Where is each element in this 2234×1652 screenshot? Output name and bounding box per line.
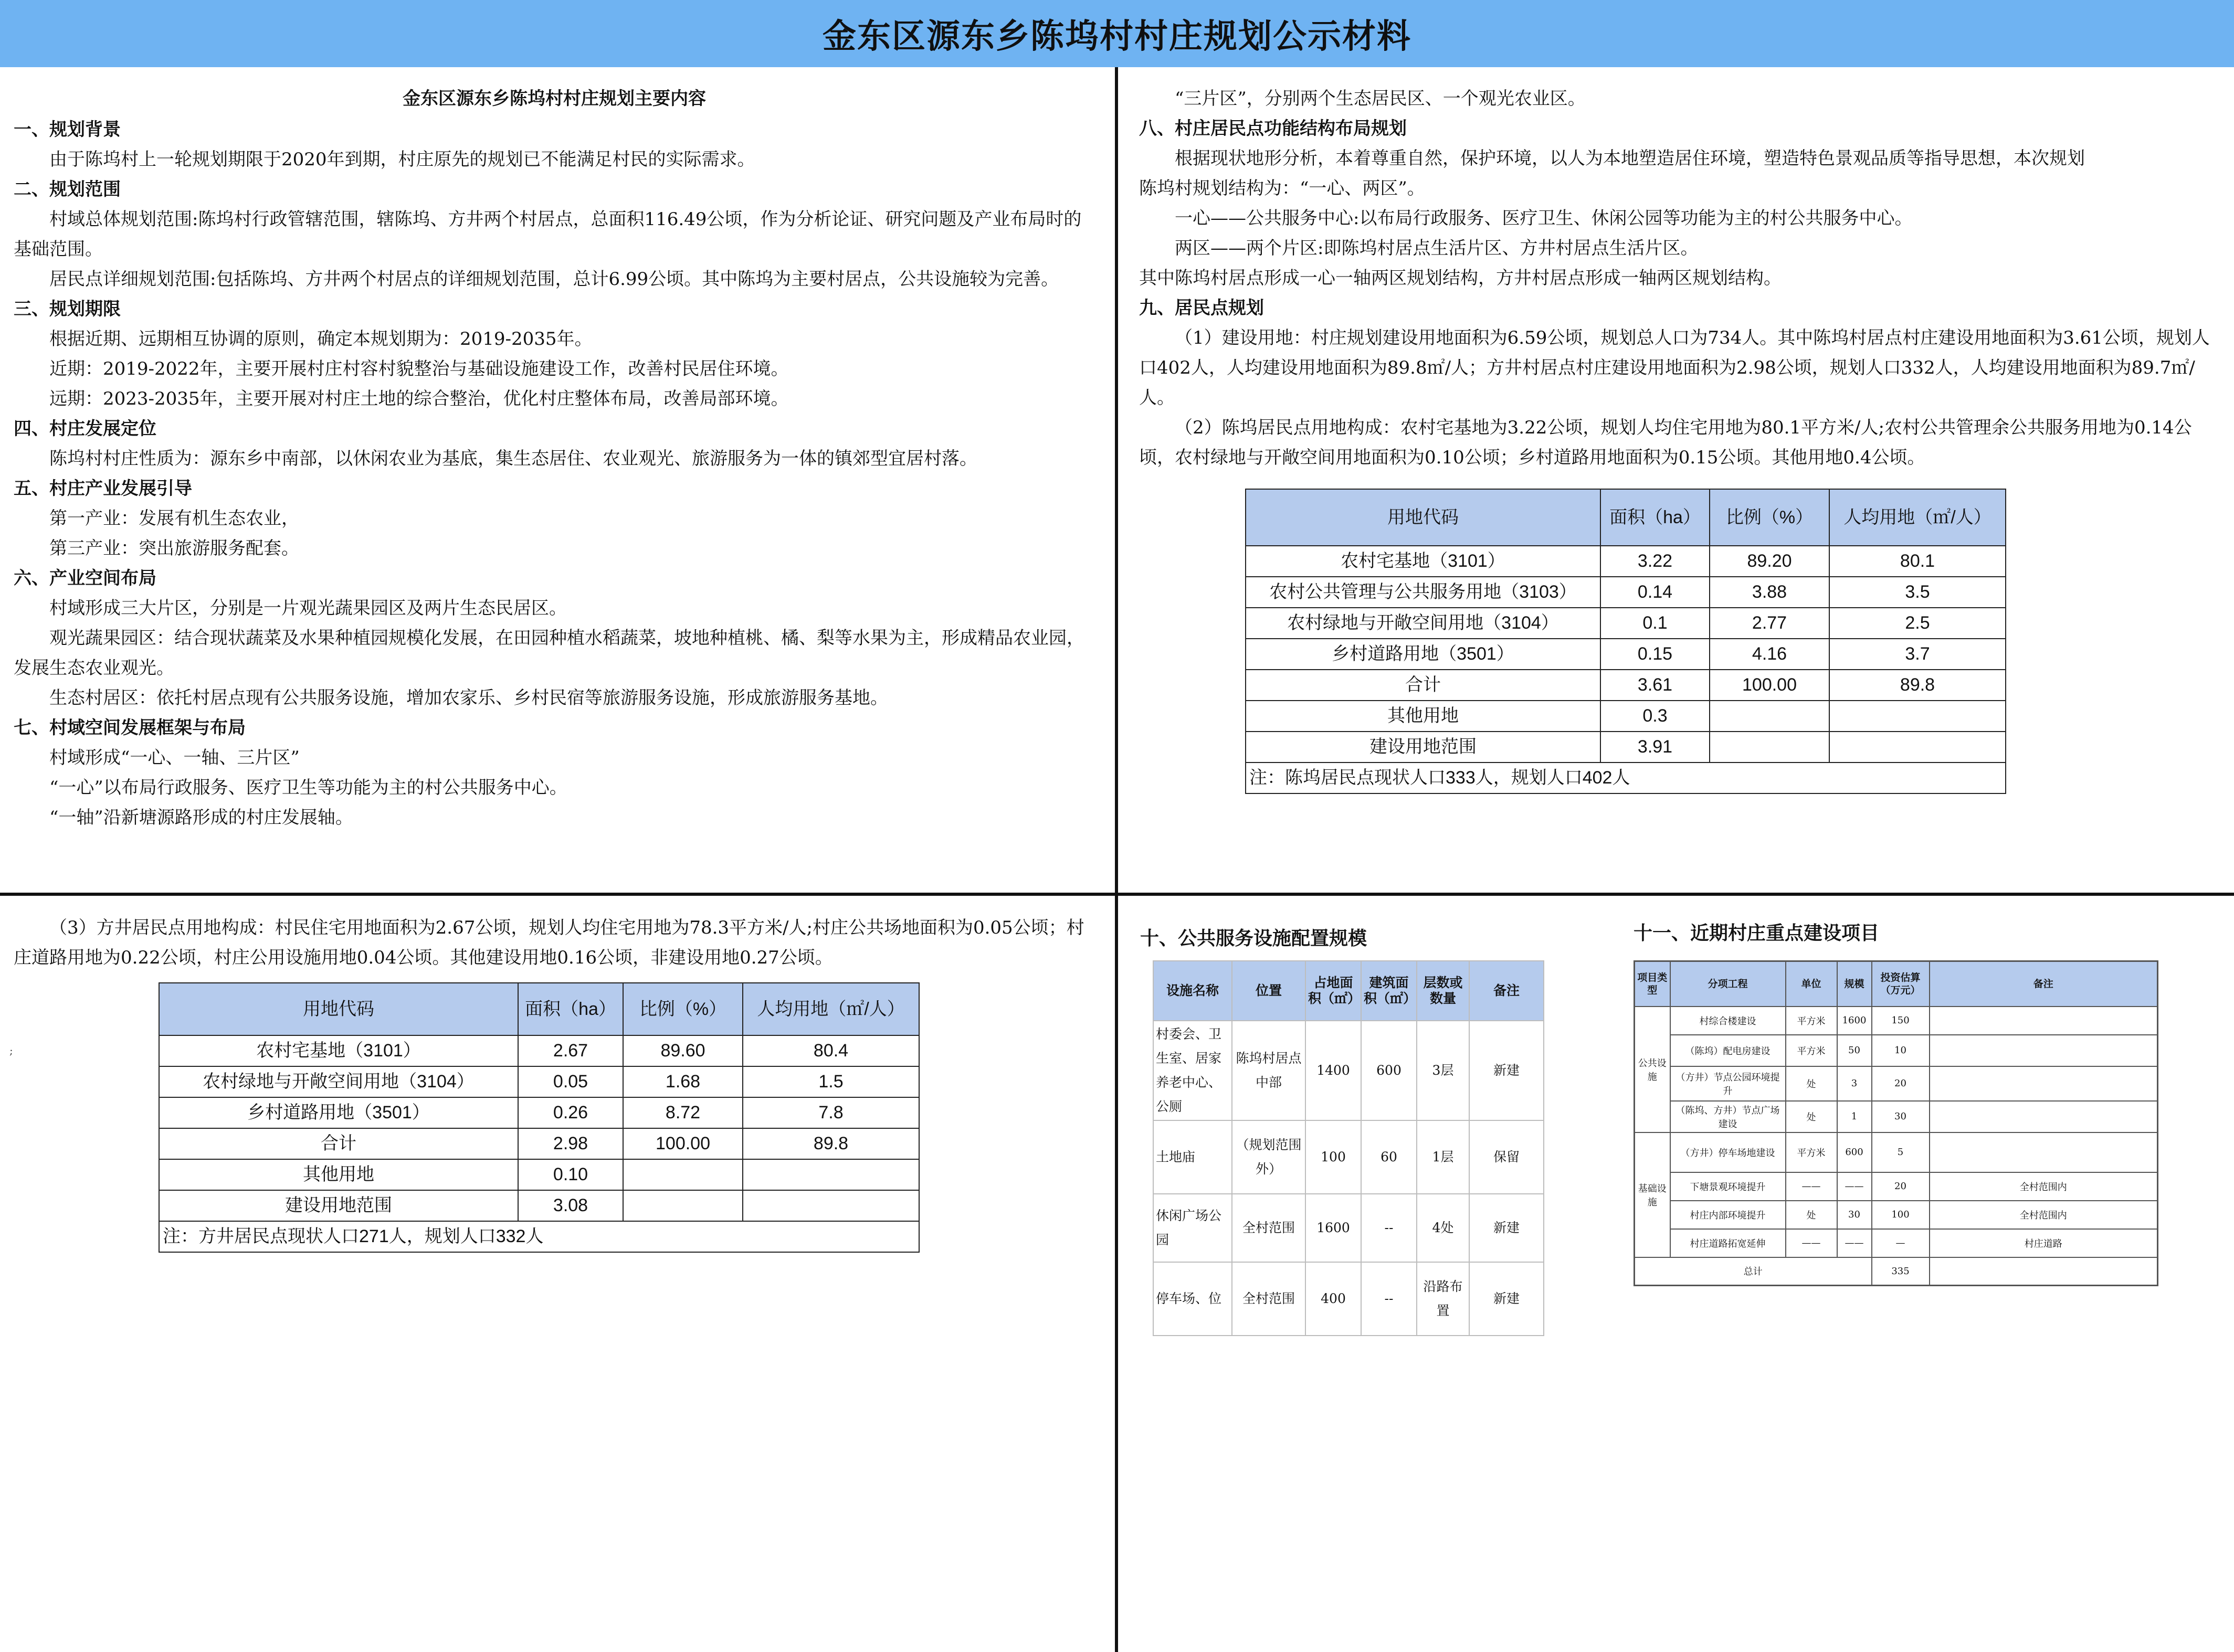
title-bar	[0, 0, 2234, 67]
table-cell: 89.8	[743, 1128, 919, 1159]
table-cell: 3.08	[518, 1190, 623, 1221]
table-row	[1246, 546, 2006, 577]
paragraph: 根据近期、远期相互协调的原则，确定本规划期为：2019-2035年。	[49, 329, 593, 350]
table-cell: 1600	[1305, 1194, 1361, 1262]
horizontal-divider	[0, 893, 2234, 896]
table-cell: 全村范围	[1232, 1194, 1305, 1262]
table-cell: 建设用地范围	[1246, 732, 1600, 763]
table-cell: 20	[1872, 1066, 1930, 1101]
table-cell: （陈坞、方井）节点广场建设	[1670, 1101, 1786, 1132]
table-note: 注：方井居民点现状人口271人，规划人口332人	[159, 1221, 919, 1252]
col-header: 建筑面积（㎡）	[1361, 961, 1417, 1021]
table-header-row	[1246, 489, 2006, 546]
table-cell: 村庄道路拓宽延伸	[1670, 1229, 1786, 1257]
table-cell: 0.14	[1600, 577, 1710, 608]
table-cell	[1710, 701, 1829, 732]
table-row	[1153, 1262, 1544, 1336]
table-row	[1635, 1132, 2158, 1172]
col-header: 设施名称	[1153, 961, 1232, 1021]
table-cell	[1930, 1101, 2158, 1132]
table-row	[159, 1035, 919, 1066]
table-cell: —	[1872, 1229, 1930, 1257]
table-cell: 3.7	[1829, 639, 2006, 670]
table-cell: 150	[1872, 1007, 1930, 1035]
table-cell: 7.8	[743, 1097, 919, 1128]
heading-spatial-layout: 六、产业空间布局	[14, 568, 156, 589]
table-cell: 2.77	[1710, 608, 1829, 639]
table-cell: 4.16	[1710, 639, 1829, 670]
table-cell: 村综合楼建设	[1670, 1007, 1786, 1035]
table-cell: 沿路布置	[1417, 1262, 1469, 1336]
col-header: 占地面积（㎡）	[1305, 961, 1361, 1021]
table-cell: ——	[1837, 1172, 1872, 1201]
paragraph: 其中陈坞村居点形成一心一轴两区规划结构，方井村居点形成一轴两区规划结构。	[1139, 268, 1782, 289]
table-row	[1153, 1194, 1544, 1262]
table-cell: （方井）停车场地建设	[1670, 1132, 1786, 1172]
col-header: 项目类型	[1635, 961, 1670, 1007]
col-header: 人均用地（㎡/人）	[1829, 489, 2006, 546]
table-row	[1246, 701, 2006, 732]
heading-settlement-plan: 九、居民点规划	[1139, 298, 1264, 319]
table-cell: 停车场、位	[1153, 1262, 1232, 1336]
table-cell: 100	[1305, 1120, 1361, 1194]
table-cell: 0.05	[518, 1066, 623, 1097]
table-cell	[623, 1159, 743, 1190]
paragraph: 由于陈坞村上一轮规划期限于2020年到期，村庄原先的规划已不能满足村民的实际需求。	[49, 149, 755, 170]
table-row	[1635, 1172, 2158, 1201]
table-cell: 1600	[1837, 1007, 1872, 1035]
col-header: 投资估算（万元）	[1872, 961, 1930, 1007]
col-header: 备注	[1469, 961, 1544, 1021]
table-row	[159, 1128, 919, 1159]
col-header: 层数或数量	[1417, 961, 1469, 1021]
table-row	[159, 1190, 919, 1221]
table-cell: 2.67	[518, 1035, 623, 1066]
col-header: 规模	[1837, 961, 1872, 1007]
project-type-cell: 基础设施	[1635, 1132, 1670, 1257]
table-row	[1153, 1120, 1544, 1194]
table-cell: 4处	[1417, 1194, 1469, 1262]
table-cell: 3.22	[1600, 546, 1710, 577]
table-cell	[1930, 1132, 2158, 1172]
table-cell: 新建	[1469, 1262, 1544, 1336]
table-cell: 30	[1872, 1101, 1930, 1132]
table-cell: 80.1	[1829, 546, 2006, 577]
paragraph: （1）建设用地：村庄规划建设用地面积为6.59公顷，规划总人口为734人。其中陈坞村居点村庄建设用地面积为3.61公顷，规划人口402人，人均建设用地面积为89.8㎡/人；方井村居点村庄建设用地面积为2.98公顷，规划人口332人，人均建设用地面积为89.7㎡/人。	[1139, 327, 2210, 408]
total-label: 总计	[1635, 1257, 1872, 1286]
table-cell: 60	[1361, 1120, 1417, 1194]
table-row	[1246, 732, 2006, 763]
table-cell: 处	[1786, 1066, 1837, 1101]
table-cell: 100.00	[623, 1128, 743, 1159]
table-row	[1246, 670, 2006, 701]
paragraph: 两区——两个片区:即陈坞村居点生活片区、方井村居点生活片区。	[1175, 238, 1699, 259]
table-cell: （方井）节点公园环境提升	[1670, 1066, 1786, 1101]
col-header: 备注	[1930, 961, 2158, 1007]
paragraph: “一心”以布局行政服务、医疗卫生等功能为主的村公共服务中心。	[49, 777, 567, 798]
table-cell: --	[1361, 1194, 1417, 1262]
table-cell: ——	[1786, 1172, 1837, 1201]
table-cell: 村委会、卫生室、居家养老中心、公厕	[1153, 1021, 1232, 1120]
paragraph: 远期：2023-2035年，主要开展对村庄土地的综合整治，优化村庄整体布局，改善局部环境。	[49, 388, 789, 409]
col-header: 面积（ha）	[518, 983, 623, 1035]
table-cell: 30	[1837, 1201, 1872, 1229]
table-header-row	[159, 983, 919, 1035]
table-header-row	[1153, 961, 1544, 1021]
col-header: 比例（%）	[1710, 489, 1829, 546]
fangjing-land-use-table	[159, 982, 920, 1253]
table-cell: 100.00	[1710, 670, 1829, 701]
table-row	[159, 1066, 919, 1097]
table-cell: 农村宅基地（3101）	[159, 1035, 518, 1066]
table-header-row	[1635, 961, 2158, 1007]
table-cell: 其他用地	[1246, 701, 1600, 732]
key-projects-table	[1634, 960, 2158, 1286]
table-cell: 89.20	[1710, 546, 1829, 577]
table-note: 注：陈坞居民点现状人口333人，规划人口402人	[1246, 763, 2006, 793]
table-row	[1635, 1229, 2158, 1257]
projects-heading: 十一、近期村庄重点建设项目	[1634, 923, 1880, 944]
table-cell: 1	[1837, 1101, 1872, 1132]
table-row	[1635, 1066, 2158, 1101]
table-cell: 3.91	[1600, 732, 1710, 763]
table-cell: ——	[1786, 1229, 1837, 1257]
paragraph: 村域形成三大片区，分别是一片观光蔬果园区及两片生态民居区。	[49, 598, 567, 619]
table-cell: 建设用地范围	[159, 1190, 518, 1221]
table-cell: 合计	[159, 1128, 518, 1159]
paragraph: 近期：2019-2022年，主要开展村庄村容村貌整治与基础设施建设工作，改善村民居住环境。	[49, 358, 789, 379]
table-cell	[743, 1159, 919, 1190]
col-header: 分项工程	[1670, 961, 1786, 1007]
table-cell: 50	[1837, 1035, 1872, 1066]
stray-mark: ;	[9, 1044, 13, 1057]
table-cell: 80.4	[743, 1035, 919, 1066]
table-cell	[1930, 1007, 2158, 1035]
table-cell: 农村绿地与开敞空间用地（3104）	[1246, 608, 1600, 639]
col-header: 面积（ha）	[1600, 489, 1710, 546]
paragraph: “一轴”沿新塘源路形成的村庄发展轴。	[49, 807, 353, 828]
paragraph: “三片区”，分别两个生态居民区、一个观光农业区。	[1175, 88, 1586, 109]
heading-period: 三、规划期限	[14, 299, 121, 320]
table-cell: --	[1361, 1262, 1417, 1336]
table-cell: 农村宅基地（3101）	[1246, 546, 1600, 577]
table-cell: 600	[1837, 1132, 1872, 1172]
facilities-heading: 十、公共服务设施配置规模	[1140, 928, 1367, 949]
table-cell: 全村范围	[1232, 1262, 1305, 1336]
table-cell	[743, 1190, 919, 1221]
table-cell: 下塘景观环境提升	[1670, 1172, 1786, 1201]
table-row	[159, 1097, 919, 1128]
table-cell: 0.26	[518, 1097, 623, 1128]
table-cell: （陈坞）配电房建设	[1670, 1035, 1786, 1066]
table-cell: 400	[1305, 1262, 1361, 1336]
quadrant-top-right	[1139, 84, 2220, 794]
table-cell: 农村公共管理与公共服务用地（3103）	[1246, 577, 1600, 608]
heading-industry: 五、村庄产业发展引导	[14, 478, 192, 499]
table-cell	[1710, 732, 1829, 763]
heading-scope: 二、规划范围	[14, 179, 121, 200]
table-row	[1153, 1021, 1544, 1120]
table-cell	[1829, 701, 2006, 732]
table-cell: 平方米	[1786, 1035, 1837, 1066]
table-row	[1246, 639, 2006, 670]
col-header: 用地代码	[159, 983, 518, 1035]
table-cell: 0.10	[518, 1159, 623, 1190]
table-row	[1246, 608, 2006, 639]
table-cell: 新建	[1469, 1194, 1544, 1262]
table-cell: 5	[1872, 1132, 1930, 1172]
total-value: 335	[1872, 1257, 1930, 1286]
table-cell: 休闲广场公园	[1153, 1194, 1232, 1262]
table-cell: （规划范围外）	[1232, 1120, 1305, 1194]
table-cell: 土地庙	[1153, 1120, 1232, 1194]
col-header: 比例（%）	[623, 983, 743, 1035]
table-cell: 处	[1786, 1101, 1837, 1132]
table-cell	[623, 1190, 743, 1221]
col-header: 人均用地（㎡/人）	[743, 983, 919, 1035]
quadrant-bottom-left	[14, 913, 1095, 1253]
paragraph: 第一产业：发展有机生态农业，	[49, 508, 299, 529]
paragraph: 陈坞村规划结构为：“一心、两区”。	[1139, 178, 1425, 199]
heading-framework: 七、村域空间发展框架与布局	[14, 717, 246, 738]
table-cell	[1829, 732, 2006, 763]
table-cell: 平方米	[1786, 1132, 1837, 1172]
table-cell: 20	[1872, 1172, 1930, 1201]
table-cell: 600	[1361, 1021, 1417, 1120]
heading-function-structure: 八、村庄居民点功能结构布局规划	[1139, 118, 1407, 139]
col-header: 单位	[1786, 961, 1837, 1007]
table-cell: 0.15	[1600, 639, 1710, 670]
table-cell: 8.72	[623, 1097, 743, 1128]
col-header: 位置	[1232, 961, 1305, 1021]
col-header: 用地代码	[1246, 489, 1600, 546]
table-cell: 1层	[1417, 1120, 1469, 1194]
table-cell: 89.8	[1829, 670, 2006, 701]
paragraph: 第三产业：突出旅游服务配套。	[49, 538, 299, 559]
table-cell: 新建	[1469, 1021, 1544, 1120]
table-cell: 1.5	[743, 1066, 919, 1097]
table-cell: 0.1	[1600, 608, 1710, 639]
table-row	[1635, 1101, 2158, 1132]
vertical-divider	[1115, 67, 1118, 1652]
paragraph: 村域形成“一心、一轴、三片区”	[49, 747, 300, 768]
table-cell: 2.98	[518, 1128, 623, 1159]
table-cell: 其他用地	[159, 1159, 518, 1190]
table-cell: 1400	[1305, 1021, 1361, 1120]
paragraph: 村域总体规划范围:陈坞村行政管辖范围，辖陈坞、方井两个村居点，总面积116.49公顷，作为分析论证、研究问题及产业布局时的基础范围。	[14, 209, 1082, 260]
table-cell: 平方米	[1786, 1007, 1837, 1035]
paragraph: 陈坞村村庄性质为：源东乡中南部，以休闲农业为基底，集生态居住、农业观光、旅游服务为一体的镇郊型宜居村落。	[49, 448, 977, 469]
paragraph: 居民点详细规划范围:包括陈坞、方井两个村居点的详细规划范围，总计6.99公顷。其中陈坞为主要村居点，公共设施较为完善。	[49, 269, 1059, 290]
table-cell: 合计	[1246, 670, 1600, 701]
table-cell: 农村绿地与开敞空间用地（3104）	[159, 1066, 518, 1097]
heading-background: 一、规划背景	[14, 119, 121, 140]
table-cell: 全村范围内	[1930, 1201, 2158, 1229]
table-row	[159, 1159, 919, 1190]
table-cell: 100	[1872, 1201, 1930, 1229]
table-cell	[1930, 1035, 2158, 1066]
project-type-cell: 公共设施	[1635, 1007, 1670, 1132]
table-cell: 3.88	[1710, 577, 1829, 608]
paragraph: 一心——公共服务中心:以布局行政服务、医疗卫生、休闲公园等功能为主的村公共服务中心。	[1175, 208, 1913, 229]
public-facilities-table	[1153, 960, 1544, 1336]
table-row	[1635, 1007, 2158, 1035]
section-main-title: 金东区源东乡陈坞村村庄规划主要内容	[403, 88, 706, 109]
table-cell: 村庄内部环境提升	[1670, 1201, 1786, 1229]
table-cell: 保留	[1469, 1120, 1544, 1194]
table-cell: 1.68	[623, 1066, 743, 1097]
table-row	[1635, 1035, 2158, 1066]
table-cell: 89.60	[623, 1035, 743, 1066]
paragraph: 根据现状地形分析，本着尊重自然，保护环境，以人为本地塑造居住环境，塑造特色景观品质等指导思想，本次规划	[1175, 148, 2085, 169]
heading-positioning: 四、村庄发展定位	[14, 418, 156, 439]
table-cell	[1930, 1257, 2158, 1286]
table-cell: 3	[1837, 1066, 1872, 1101]
paragraph: （3）方井居民点用地构成：村民住宅用地面积为2.67公顷，规划人均住宅用地为78.3平方米/人;村庄公共场地面积为0.05公顷；村庄道路用地为0.22公顷，村庄公用设施用地0.04公顷。其他建设用地0.16公顷，非建设用地0.27公顷。	[14, 917, 1084, 968]
table-cell: 村庄道路	[1930, 1229, 2158, 1257]
table-cell: ——	[1837, 1229, 1872, 1257]
table-cell: 处	[1786, 1201, 1837, 1229]
paragraph: 观光蔬果园区：结合现状蔬菜及水果种植园规模化发展，在田园种植水稻蔬菜，坡地种植桃、橘、梨等水果为主，形成精品农业园，发展生态农业观光。	[14, 628, 1084, 679]
table-cell: 乡村道路用地（3501）	[159, 1097, 518, 1128]
table-cell	[1930, 1066, 2158, 1101]
chenwu-land-use-table	[1245, 489, 2006, 794]
table-cell: 0.3	[1600, 701, 1710, 732]
table-cell: 乡村道路用地（3501）	[1246, 639, 1600, 670]
quadrant-top-left	[14, 84, 1095, 833]
table-row	[1246, 577, 2006, 608]
table-cell: 陈坞村居点中部	[1232, 1021, 1305, 1120]
page-title: 金东区源东乡陈坞村村庄规划公示材料	[823, 17, 1411, 56]
table-cell: 全村范围内	[1930, 1172, 2158, 1201]
table-cell: 3.61	[1600, 670, 1710, 701]
table-cell: 3.5	[1829, 577, 2006, 608]
paragraph: 生态村居区：依托村居点现有公共服务设施，增加农家乐、乡村民宿等旅游服务设施，形成旅游服务基地。	[49, 687, 888, 708]
table-cell: 3层	[1417, 1021, 1469, 1120]
paragraph: （2）陈坞居民点用地构成：农村宅基地为3.22公顷，规划人均住宅用地为80.1平方米/人;农村公共管理余公共服务用地为0.14公顷，农村绿地与开敞空间用地面积为0.10公顷；乡村道路用地面积为0.15公顷。其他用地0.4公顷。	[1139, 417, 2192, 468]
table-row	[1635, 1201, 2158, 1229]
table-cell: 2.5	[1829, 608, 2006, 639]
table-cell: 10	[1872, 1035, 1930, 1066]
